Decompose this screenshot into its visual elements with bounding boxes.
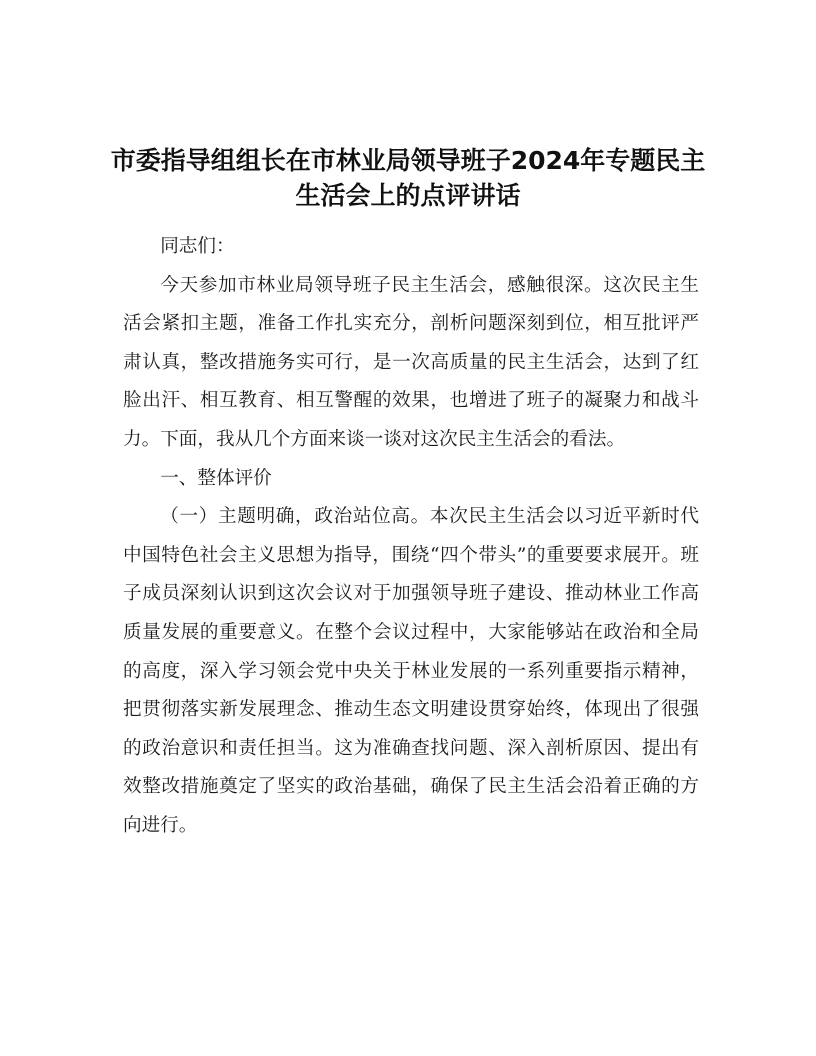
document-title: 市委指导组组长在市林业局领导班子2024年专题民主生活会上的点评讲话	[110, 146, 706, 210]
paragraph-subsection-1: （一）主题明确，政治站位高。本次民主生活会以习近平新时代中国特色社会主义思想为指导，围绕“四个带头”的重要要求展开。班子成员深刻认识到这次会议对于加强领导班子建设、推动林业工作高质量发展的重要意义。在整个会议过程中，大家能够站在政治和全局的高度，深入学习领会党中央关于林业发展的一系列重要指示精神，把贯彻落实新发展理念、推动生态文明建设贯穿始终，体现出了很强的政治意识和责任担当。这为准确查找问题、深入剖析原因、提出有效整改措施奠定了坚实的政治基础，确保了民主生活会沿着正确的方向进行。	[123, 506, 699, 836]
section-heading: 一、整体评价	[160, 467, 272, 489]
salutation: 同志们：	[160, 236, 235, 257]
document-body	[123, 228, 699, 846]
paragraph-intro: 今天参加市林业局领导班子民主生活会，感触很深。这次民主生活会紧扣主题，准备工作扎实充分，剖析问题深刻到位，相互批评严肃认真，整改措施务实可行，是一次高质量的民主生活会，达到了红脸出汗、相互教育、相互警醒的效果，也增进了班子的凝聚力和战斗力。下面，我从几个方面来谈一谈对这次民主生活会的看法。	[123, 274, 699, 450]
